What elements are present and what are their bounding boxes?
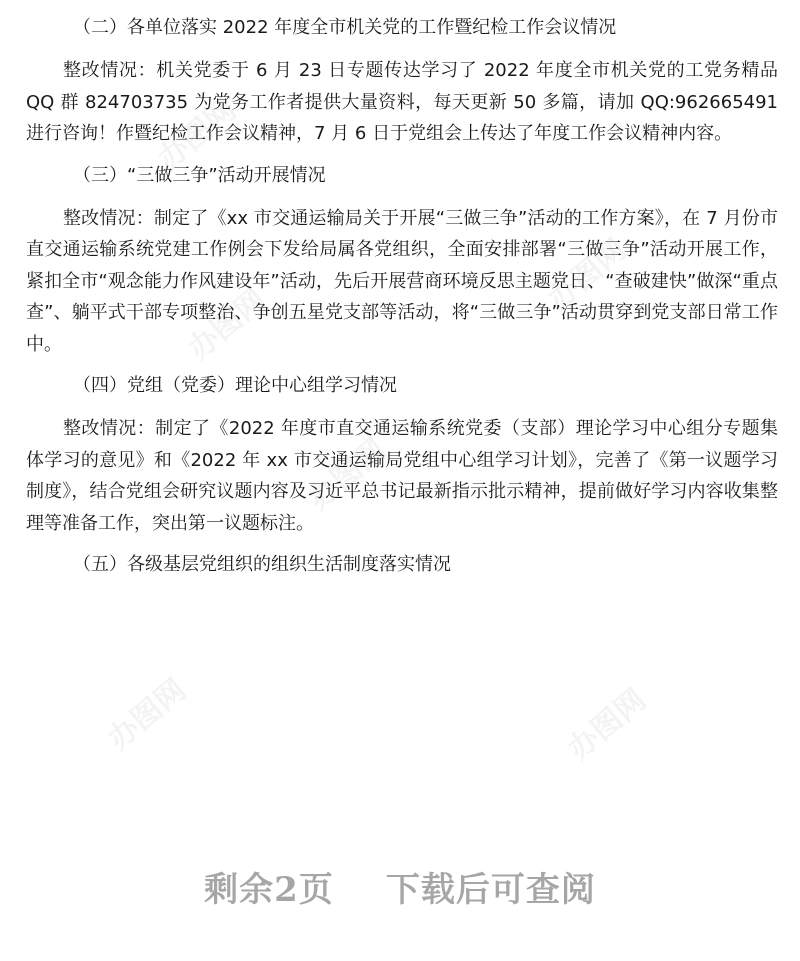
section-3 [26,162,778,361]
watermark: 办图网 [541,232,633,318]
watermark: 办图网 [181,282,273,368]
document-body [26,14,778,592]
watermark: 办图网 [101,672,193,758]
download-hint-text: 下载后可查阅 [385,870,596,910]
section-body: 整改情况：制定了《xx 市交通运输局关于开展“三做三争”活动的工作方案》，在 7 月份市直交通运输系统党建工作例会下发给局属各党组织，全面安排部署“三做三争”活动开展工作，紧扣全市“观念能力作风建设年”活动，先后开展营商环境反思主题党日、“查破建快”做深“重点查”、躺平式干部专项整治、争创五星党支部等活动，将“三做三争”活动贯穿到党支部日常工作中。 [26,207,778,355]
watermark: 办图网 [301,432,393,518]
section-4 [26,372,778,539]
watermark: 办图网 [561,682,653,768]
section-body: 整改情况：制定了《2022 年度市直交通运输系统党委（支部）理论学习中心组分专题集体学习的意见》和《2022 年 xx 市交通运输局党组中心组学习计划》，完善了《第一议题学习制度》，结合党组会研究议题内容及习近平总书记最新指示批示精神，提前做好学习内容收集整理等准备工作，突出第一议题标注。 [26,418,778,534]
remaining-pages-text: 剩余2页 [204,870,334,910]
download-banner[interactable] [0,862,800,911]
section-body: 整改情况：机关党委于 6 月 23 日专题传达学习了 2022 年度全市机关党的工党务精品 QQ 群 824703735 为党务工作者提供大量资料，每天更新 50 多篇，请加 QQ:962665491 进行咨询！作暨纪检工作会议精神，7 月 6 日于党组会上传达了年度工作会议精神内容。 [26,60,778,144]
watermark: 办图网 [151,92,243,178]
section-5 [26,551,778,579]
section-heading: （五）各级基层党组织的组织生活制度落实情况 [73,554,451,575]
section-heading: （四）党组（党委）理论中心组学习情况 [73,375,397,396]
section-heading: （二）各单位落实 2022 年度全市机关党的工作暨纪检工作会议情况 [73,17,617,38]
section-2 [26,14,778,150]
section-heading: （三）“三做三争”活动开展情况 [73,164,326,186]
